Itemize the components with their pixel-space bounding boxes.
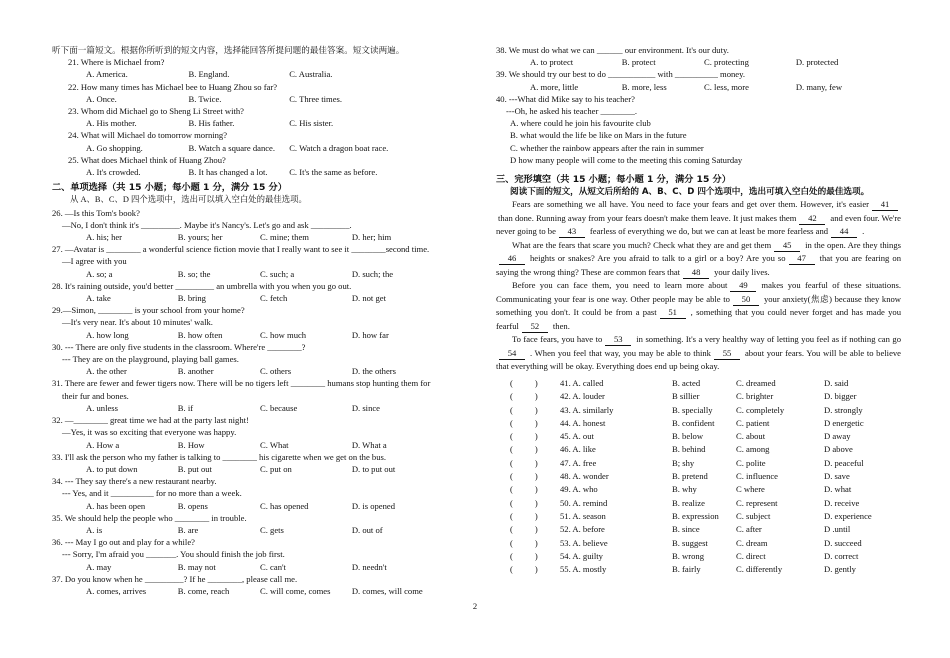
question-line: —It's very near. It's about 10 minutes' walk. [62, 317, 213, 328]
option-c: C. gets [260, 524, 284, 535]
answer-bracket [496, 550, 560, 563]
option-b: B. yours; her [177, 232, 223, 243]
paren-open: ( [510, 444, 513, 455]
answer-bracket [496, 404, 560, 417]
answer-bracket [496, 430, 560, 443]
option-b: B. How [177, 439, 205, 450]
answer-row [496, 563, 901, 576]
option-row [52, 561, 457, 573]
passage-text: that you are fearing on saying the wrong thing? These are common fears that [496, 253, 901, 277]
option-a: 43. A. similarly [560, 404, 614, 415]
passage-text: in something. It's a very healthy way of letting you feel as if nothing can go [636, 334, 901, 345]
paren-close: ) [534, 431, 538, 442]
question-line: --- Yes, and it __________ for no more than a week. [62, 488, 242, 499]
option-c: C. polite [736, 457, 766, 468]
option-d: D. not get [351, 293, 386, 304]
option-c: C. differently [736, 564, 783, 575]
listening-question: 25. What does Michael think of Huang Zhou? [68, 154, 226, 165]
question-line: 37. Do you know when he _________? If he ________, please call me. [52, 573, 298, 584]
option-a: 50. A. remind [560, 497, 608, 508]
paren-open: ( [510, 377, 513, 388]
option-b: B. come, reach [177, 585, 230, 596]
paren-open: ( [510, 564, 513, 575]
option-c: C. completely [736, 404, 785, 415]
listening-question: 24. What will Michael do tomorrow morning? [68, 130, 228, 141]
option-b: B. Twice. [188, 93, 222, 104]
answer-row [496, 470, 901, 483]
blank-46: 46 [499, 253, 525, 265]
paren-close: ) [534, 550, 538, 561]
option-row [52, 68, 457, 80]
question-line: --- Sorry, I'm afraid you _______. You should finish the job first. [62, 549, 285, 560]
option-b: B. suggest [672, 537, 708, 548]
option-c: C. Australia. [289, 69, 333, 80]
option-a: A. has been open [86, 500, 146, 511]
blank-47: 47 [789, 253, 815, 265]
passage-text: . When you feel that way, you may be able to think [530, 347, 711, 358]
listening-question: 21. Where is Michael from? [68, 57, 165, 68]
option-c: C. will come, comes [260, 585, 331, 596]
listening-question: 22. How many times has Michael bee to Huang Zhou so far? [68, 81, 278, 92]
option-d: D. What a [351, 439, 387, 450]
answer-row [496, 523, 901, 536]
answer-row [496, 404, 901, 417]
option-b: B. another [177, 366, 214, 377]
option-d: D. out of [351, 524, 383, 535]
blank-45: 45 [774, 240, 800, 252]
option-d: D. to put out [351, 463, 396, 474]
option-b: B. so; the [177, 268, 211, 279]
option-d: D. said [824, 377, 849, 388]
paren-close: ) [534, 404, 538, 415]
option-d: D above [824, 444, 853, 455]
option-c: C. dream [736, 537, 768, 548]
answer-bracket [496, 563, 560, 576]
option-c: C. It's the same as before. [289, 167, 378, 178]
option-b: B. Watch a square dance. [188, 142, 276, 153]
option-d: D. save [824, 471, 850, 482]
option-b: B. put out [177, 463, 212, 474]
paren-close: ) [534, 391, 538, 402]
cloze-passage [496, 198, 901, 374]
answer-row [496, 550, 901, 563]
option-d: D. strongly [824, 404, 863, 415]
question-line: 40. ---What did Mike say to his teacher? [496, 93, 635, 104]
question-line: 32. —________ great time we had at the party last night! [52, 415, 249, 426]
answer-row [496, 510, 901, 523]
question-line: ---Oh, he asked his teacher ________. [506, 106, 638, 117]
option-d: D. is opened [351, 500, 396, 511]
option-line: B. what would the life be like on Mars in the future [510, 130, 687, 141]
answer-row [496, 430, 901, 443]
answer-bracket [496, 497, 560, 510]
passage-text: your daily lives. [714, 266, 770, 277]
answer-bracket [496, 523, 560, 536]
option-row [496, 56, 901, 68]
page-number: 2 [472, 601, 478, 611]
option-a: A. may [86, 561, 112, 572]
passage-text: . [862, 226, 865, 237]
option-row [52, 231, 457, 243]
option-c: C where [736, 484, 765, 495]
paren-open: ( [510, 484, 513, 495]
answer-row [496, 537, 901, 550]
cloze-answers [496, 377, 901, 576]
answer-bracket [496, 537, 560, 550]
option-a: A. the other [86, 366, 127, 377]
option-a: A. to put down [86, 463, 138, 474]
option-a: A. comes, arrives [86, 585, 147, 596]
option-a: 49. A. who [560, 484, 598, 495]
option-c: C. how much [260, 329, 307, 340]
blank-51: 51 [660, 307, 686, 319]
option-row [52, 524, 457, 536]
option-line: C. whether the rainbow appears after the rain in summer [510, 142, 704, 153]
passage-text: in the open. Are they things [805, 239, 901, 250]
passage-text: and even four. We're never going to be [496, 212, 901, 237]
option-b: B. confident [672, 417, 715, 428]
option-d: D. since [351, 402, 380, 413]
option-row [52, 117, 457, 129]
passage-text: Before you can face them, you need to learn more about [512, 280, 728, 291]
option-a: A. Once. [86, 93, 117, 104]
blank-48: 48 [683, 267, 709, 279]
paren-close: ) [534, 484, 538, 495]
answer-bracket [496, 483, 560, 496]
option-a: 45. A. out [560, 431, 594, 442]
option-row [52, 292, 457, 304]
blank-53: 53 [605, 334, 631, 346]
option-a: 42. A. louder [560, 391, 605, 402]
blank-52: 52 [522, 321, 548, 333]
blank-41: 41 [872, 199, 898, 211]
option-a: A. take [86, 293, 111, 304]
option-b: B. how often [177, 329, 223, 340]
option-b: B. It has changed a lot. [188, 167, 268, 178]
question-line: 36. --- May I go out and play for a while? [52, 537, 195, 548]
option-c: C. protecting [704, 57, 749, 68]
option-a: 55. A. mostly [560, 564, 607, 575]
option-d: D. what [824, 484, 852, 495]
option-d: D. needn't [351, 561, 387, 572]
passage-text: heights or snakes? Are you afraid to talk to a girl or a boy? Are you so [530, 253, 786, 264]
answer-bracket [496, 443, 560, 456]
option-d: D. correct [824, 550, 859, 561]
option-c: C. represent [736, 497, 778, 508]
question-line: 29.—Simon, ________ is your school from your home? [52, 305, 245, 316]
passage-text: , something that you could never forget and has made you fearful [496, 307, 901, 331]
right-column [496, 44, 901, 576]
option-c: C. among [736, 444, 770, 455]
option-d: D energetic [824, 417, 864, 428]
option-line: A. where could he join his favourite club [510, 118, 651, 129]
option-c: C. can't [260, 561, 286, 572]
passage-text: To face fears, you have to [512, 334, 603, 345]
option-c: C. What [260, 439, 289, 450]
option-row [496, 81, 901, 93]
question-line: 35. We should help the people who ________ in trouble. [52, 512, 247, 523]
passage-text: Fears are something we all have. You need to face your fears and get over them. However, it's easier [512, 199, 869, 210]
option-a: A. How a [86, 439, 120, 450]
blank-55: 55 [714, 348, 740, 360]
answer-row [496, 377, 901, 390]
option-c: C. mine; them [260, 232, 309, 243]
option-c: C. put on [260, 463, 292, 474]
option-a: 52. A. before [560, 524, 605, 535]
option-d: D. such; the [351, 268, 394, 279]
paren-open: ( [510, 417, 513, 428]
listening-question: 23. Whom did Michael go to Sheng Li Street with? [68, 106, 244, 117]
passage-text: about your fears. You will be able to believe that everything will be okay. Everything does end up being okay. [496, 347, 901, 372]
option-c: C. Three times. [289, 93, 343, 104]
option-c: C. has opened [260, 500, 309, 511]
option-c: C. dreamed [736, 377, 776, 388]
option-b: B. wrong [672, 550, 704, 561]
option-c: C. brighter [736, 391, 774, 402]
option-b: B. realize [672, 497, 705, 508]
option-c: C. subject [736, 510, 771, 521]
question-line: 33. I'll ask the person who my father is talking to ________ his cigarette when we get on the bus. [52, 451, 387, 462]
option-a: A. unless [86, 402, 118, 413]
passage-text: makes you fearful of these situations. Communicating your fear is one way. Other people may be able to [496, 280, 901, 304]
question-line: —No, I don't think it's _________. Maybe it's Nancy's. Let's go and ask _________. [62, 219, 352, 230]
blank-44: 44 [831, 226, 857, 238]
option-b: B; shy [672, 457, 695, 468]
option-a: 46. A. like [560, 444, 596, 455]
option-row [52, 402, 457, 414]
option-row [52, 142, 457, 154]
option-b: B. fairly [672, 564, 701, 575]
option-b: B. below [672, 431, 704, 442]
paren-open: ( [510, 537, 513, 548]
option-b: B. bring [177, 293, 206, 304]
option-d: D. experience [824, 510, 872, 521]
option-row [52, 268, 457, 280]
option-c: C. patient [736, 417, 770, 428]
passage-paragraph [496, 279, 901, 333]
answer-bracket [496, 377, 560, 390]
option-a: A. his; her [86, 232, 123, 243]
option-a: 53. A. believe [560, 537, 608, 548]
answer-row [496, 443, 901, 456]
option-a: 44. A. honest [560, 417, 606, 428]
passage-text: What are the fears that scare you much? Check what they are and get them [512, 239, 772, 250]
passage-text: than done. Running away from your fears doesn't make them leave. It just makes them [498, 212, 797, 223]
paren-close: ) [534, 457, 538, 468]
paren-close: ) [534, 497, 538, 508]
passage-text: fearless of everything we do, but we can at least be more fearless and [589, 226, 829, 237]
option-a: 54. A. guilty [560, 550, 603, 561]
section-title: 三、完形填空（共 15 小题；每小题 1 分，满分 15 分） [496, 174, 731, 186]
paren-close: ) [534, 444, 538, 455]
answer-row [496, 497, 901, 510]
option-a: A. is [86, 524, 103, 535]
option-d: D. gently [824, 564, 856, 575]
answer-bracket [496, 510, 560, 523]
option-row [52, 166, 457, 178]
option-d: D. receive [824, 497, 860, 508]
option-d: D. her; him [351, 232, 392, 243]
answer-row [496, 417, 901, 430]
option-c: C. less, more [704, 81, 749, 92]
question-line: 39. We should try our best to do ___________ with __________ money. [496, 69, 745, 80]
paren-open: ( [510, 510, 513, 521]
left-column [52, 44, 457, 597]
paren-close: ) [534, 377, 538, 388]
option-d: D. succeed [824, 537, 862, 548]
option-c: C. such; a [260, 268, 295, 279]
option-row [52, 439, 457, 451]
option-b: B. are [177, 524, 199, 535]
option-a: A. Go shopping. [86, 142, 143, 153]
option-row [52, 500, 457, 512]
question-line: 30. --- There are only five students in the classroom. Where're ________? [52, 341, 306, 352]
blank-42: 42 [799, 213, 825, 225]
question-line: 38. We must do what we can ______ our environment. It's our duty. [496, 45, 729, 55]
answer-bracket [496, 390, 560, 403]
section-instructions: 从 A、B、C、D 四个选项中，选出可以填入空白处的最佳选项。 [70, 195, 307, 205]
option-b: B. if [177, 402, 194, 413]
question-line: —Yes, it was so exciting that everyone was happy. [62, 427, 237, 438]
option-d: D away [824, 431, 851, 442]
option-b: B. protect [621, 57, 656, 68]
paren-close: ) [534, 510, 538, 521]
option-a: 48. A. wonder [560, 471, 609, 482]
passage-paragraph [496, 333, 901, 374]
option-c: C. about [736, 431, 766, 442]
passage-paragraph [496, 198, 901, 239]
option-d: D. protected [795, 57, 839, 68]
answer-row [496, 390, 901, 403]
option-c: C. influence [736, 471, 778, 482]
option-b: B. acted [672, 377, 701, 388]
question-line: —I agree with you [62, 256, 127, 267]
answer-row [496, 483, 901, 496]
option-d: D .until [824, 524, 851, 535]
paren-close: ) [534, 471, 538, 482]
option-b: B sillier [672, 391, 700, 402]
question-line: 31. There are fewer and fewer tigers now. There will be no tigers left ________ humans stop hunting them for [52, 378, 431, 389]
option-b: B. opens [177, 500, 208, 511]
option-a: 47. A. free [560, 457, 597, 468]
paren-open: ( [510, 431, 513, 442]
option-b: B. behind [672, 444, 706, 455]
question-line: 34. --- They say there's a new restaurant nearby. [52, 476, 217, 487]
option-row [52, 93, 457, 105]
option-a: A. so; a [86, 268, 113, 279]
option-a: A. to protect [530, 57, 574, 68]
paren-open: ( [510, 550, 513, 561]
option-a: A. It's crowded. [86, 167, 141, 178]
paren-close: ) [534, 524, 538, 535]
option-a: A. more, little [530, 81, 579, 92]
option-d: D. many, few [795, 81, 843, 92]
option-c: C. Watch a dragon boat race. [289, 142, 389, 153]
question-line: 27. —Avatar is ________ a wonderful science fiction movie that I really want to see it ________second time. [52, 244, 430, 255]
paren-open: ( [510, 497, 513, 508]
option-a: 41. A. called [560, 377, 604, 388]
blank-49: 49 [730, 280, 756, 292]
option-b: B. His father. [188, 118, 235, 129]
option-c: C. because [260, 402, 298, 413]
option-d: D. comes, will come [351, 585, 423, 596]
blank-54: 54 [499, 348, 525, 360]
blank-50: 50 [733, 294, 759, 306]
paren-open: ( [510, 471, 513, 482]
paren-open: ( [510, 404, 513, 415]
option-b: B. expression [672, 510, 719, 521]
paren-open: ( [510, 457, 513, 468]
listening-instructions: 听下面一篇短文。根据你所听到的短文内容，选择能回答所提问题的最佳答案。短文读两遍。 [52, 45, 405, 55]
option-row [52, 585, 457, 597]
question-line: their fur and bones. [62, 390, 129, 401]
paren-open: ( [510, 391, 513, 402]
section-instructions: 阅读下面的短文，从短文后所给的 A、B、C、D 四个选项中，选出可填入空白处的最佳选项。 [510, 187, 870, 198]
answer-bracket [496, 417, 560, 430]
section-title: 二、单项选择（共 15 小题；每小题 1 分，满分 15 分） [52, 182, 287, 194]
passage-text: your anxiety(焦虑) because they know something you don't. It could be from a past [496, 293, 902, 318]
option-d: D. how far [351, 329, 389, 340]
option-c: C. fetch [260, 293, 288, 304]
option-d: D. bigger [824, 391, 857, 402]
paren-close: ) [534, 417, 538, 428]
paren-close: ) [534, 537, 538, 548]
option-a: 51. A. season [560, 510, 606, 521]
option-row [52, 463, 457, 475]
answer-bracket [496, 457, 560, 470]
answer-row [496, 457, 901, 470]
option-b: B. more, less [621, 81, 667, 92]
option-a: A. how long [86, 329, 129, 340]
passage-paragraph [496, 239, 901, 280]
option-b: B. may not [177, 561, 216, 572]
question-line: --- They are on the playground, playing ball games. [62, 354, 239, 365]
option-line: D how many people will come to the meeting this coming Saturday [510, 154, 743, 165]
option-c: C. His sister. [289, 118, 334, 129]
paren-close: ) [534, 564, 538, 575]
passage-text: then. [552, 320, 570, 331]
option-c: C. direct [736, 550, 766, 561]
option-c: C. after [736, 524, 762, 535]
option-d: D. the others [351, 366, 396, 377]
option-a: A. America. [86, 69, 128, 80]
option-row [52, 365, 457, 377]
option-c: C. others [260, 366, 292, 377]
option-b: B. England. [188, 69, 230, 80]
option-a: A. His mother. [86, 118, 137, 129]
blank-43: 43 [559, 226, 585, 238]
answer-bracket [496, 470, 560, 483]
question-line: 26. —Is this Tom's book? [52, 207, 140, 218]
option-b: B. specially [672, 404, 713, 415]
paren-open: ( [510, 524, 513, 535]
option-row [52, 329, 457, 341]
option-b: B. pretend [672, 471, 708, 482]
option-b: B. since [672, 524, 700, 535]
option-d: D. peaceful [824, 457, 864, 468]
question-line: 28. It's raining outside, you'd better _________ an umbrella with you when you go out. [52, 280, 352, 291]
option-b: B. why [672, 484, 697, 495]
